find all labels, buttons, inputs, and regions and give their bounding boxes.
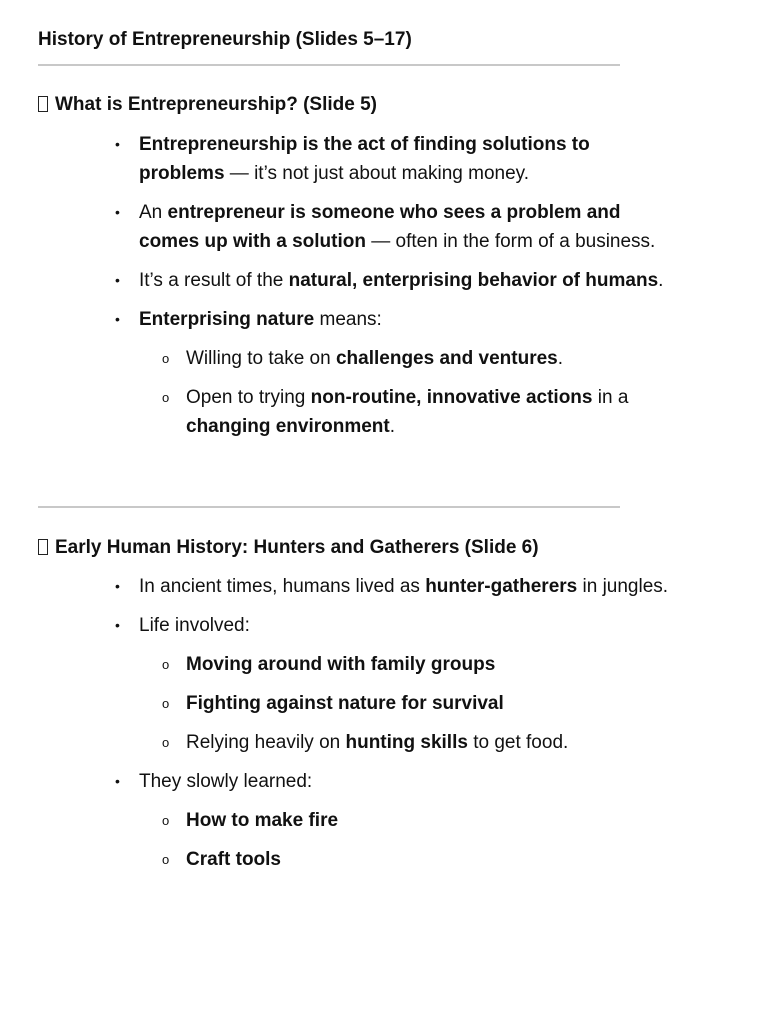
bold-text: natural, enterprising behavior of humans bbox=[288, 270, 659, 291]
section-heading-early-history bbox=[38, 535, 539, 561]
bold-text: non-routine, innovative actions bbox=[310, 387, 593, 408]
text-run: They slowly learned: bbox=[139, 771, 313, 792]
sub-list-item bbox=[38, 383, 686, 441]
text-run: — often in the form of a business. bbox=[365, 231, 656, 252]
sub-list-item bbox=[38, 689, 686, 718]
section-heading-text: Early Human History: Hunters and Gatherers (Slide 6) bbox=[55, 537, 539, 558]
bold-text: Enterprising nature bbox=[139, 309, 315, 330]
bold-text: Entrepreneurship is the act of finding solutions to problems bbox=[139, 134, 590, 184]
list-item bbox=[38, 130, 679, 188]
section-heading-text: What is Entrepreneurship? (Slide 5) bbox=[55, 94, 377, 115]
document-title: History of Entrepreneurship (Slides 5–17) bbox=[38, 29, 412, 50]
bullet-dot-icon: • bbox=[115, 578, 120, 594]
text-run: — it’s not just about making money. bbox=[224, 163, 530, 184]
bold-text: How to make fire bbox=[186, 810, 339, 831]
bullet-circle-icon: o bbox=[162, 351, 170, 366]
text-run: in a bbox=[592, 387, 629, 408]
bold-text: hunting skills bbox=[345, 732, 468, 753]
text-run: An bbox=[139, 202, 168, 223]
bullet-dot-icon: • bbox=[115, 311, 120, 327]
bold-text: challenges and ventures bbox=[335, 348, 558, 369]
sub-list-item bbox=[38, 344, 686, 373]
text-run: . bbox=[658, 270, 664, 291]
list-item bbox=[38, 767, 679, 796]
text-run: Relying heavily on bbox=[186, 732, 346, 753]
bullet-circle-icon: o bbox=[162, 390, 170, 405]
list-item bbox=[38, 611, 679, 640]
text-run: It’s a result of the bbox=[139, 270, 289, 291]
missing-glyph-box-icon bbox=[38, 96, 48, 112]
bullet-circle-icon: o bbox=[162, 657, 170, 672]
bullet-dot-icon: • bbox=[115, 204, 120, 220]
divider-middle bbox=[38, 506, 620, 508]
bold-text: entrepreneur is someone who sees a problem and comes up with a solution bbox=[139, 202, 621, 252]
bullet-circle-icon: o bbox=[162, 852, 170, 867]
list-item bbox=[38, 572, 679, 601]
section-heading-what-is bbox=[38, 92, 377, 118]
text-run: Willing to take on bbox=[186, 348, 336, 369]
text-run: Open to trying bbox=[186, 387, 311, 408]
bullet-circle-icon: o bbox=[162, 813, 170, 828]
text-run: in jungles. bbox=[577, 576, 669, 597]
list-item bbox=[38, 266, 679, 295]
bullet-circle-icon: o bbox=[162, 735, 170, 750]
bold-text: hunter-gatherers bbox=[425, 576, 578, 597]
divider-top bbox=[38, 64, 620, 66]
section-list-what-is bbox=[38, 130, 738, 451]
list-item bbox=[38, 198, 679, 256]
text-run: . bbox=[389, 416, 396, 437]
bold-text: changing environment bbox=[186, 416, 390, 437]
bold-text: Fighting against nature for survival bbox=[186, 693, 504, 714]
text-run: means: bbox=[314, 309, 382, 330]
bold-text: Moving around with family groups bbox=[186, 654, 496, 675]
text-run: Life involved: bbox=[139, 615, 250, 636]
sub-list-item bbox=[38, 728, 686, 757]
list-item bbox=[38, 305, 679, 334]
text-run: In ancient times, humans lived as bbox=[139, 576, 426, 597]
sub-list-item bbox=[38, 650, 686, 679]
sub-list-item bbox=[38, 845, 686, 874]
bold-text: Craft tools bbox=[186, 849, 281, 870]
bullet-dot-icon: • bbox=[115, 617, 120, 633]
sub-list-item bbox=[38, 806, 686, 835]
bullet-dot-icon: • bbox=[115, 136, 120, 152]
text-run: to get food. bbox=[467, 732, 569, 753]
section-list-early-history bbox=[38, 572, 738, 884]
bullet-dot-icon: • bbox=[115, 272, 120, 288]
text-run: . bbox=[557, 348, 563, 369]
missing-glyph-box-icon bbox=[38, 539, 48, 555]
bullet-dot-icon: • bbox=[115, 773, 120, 789]
bullet-circle-icon: o bbox=[162, 696, 170, 711]
